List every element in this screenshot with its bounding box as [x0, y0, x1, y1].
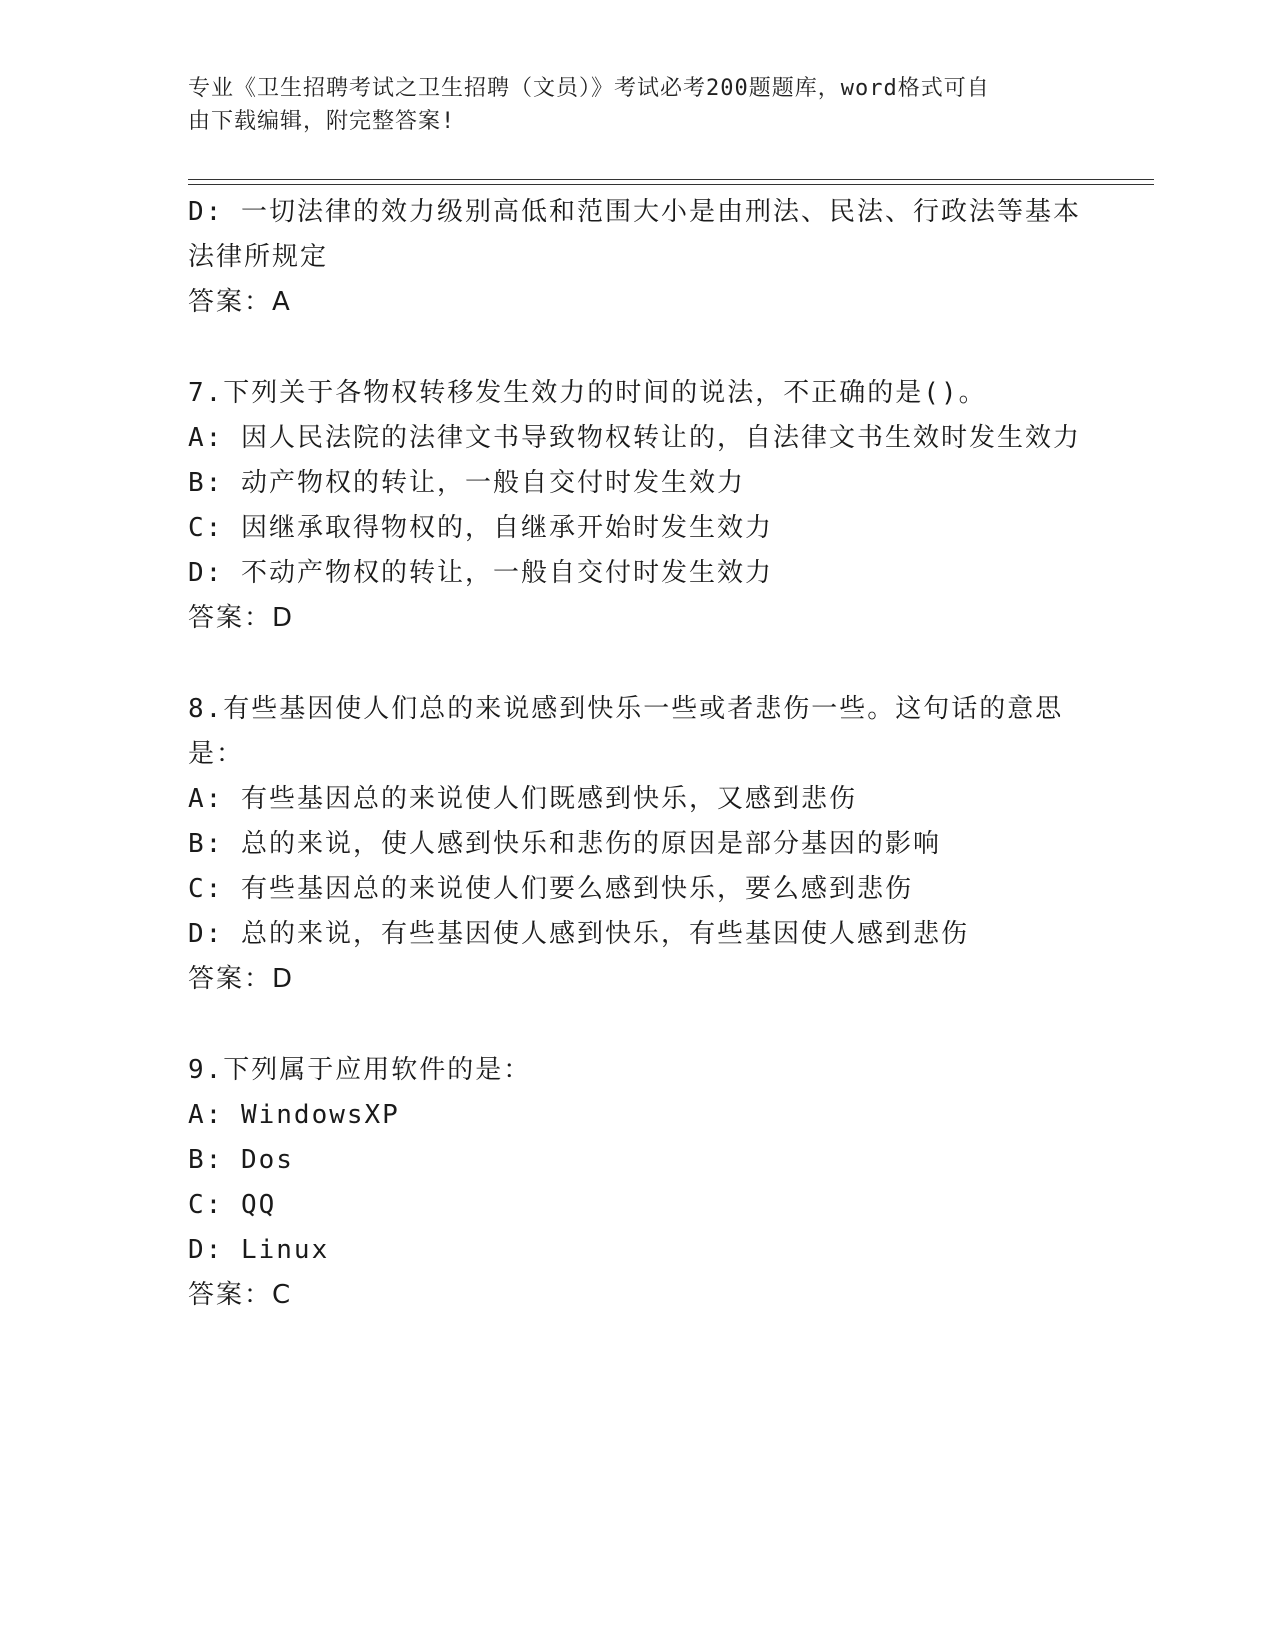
option-d: D: 不动产物权的转让，一般自交付时发生效力: [188, 558, 773, 588]
option-a: A: 因人民法院的法律文书导致物权转让的，自法律文书生效时发生效力: [188, 423, 1081, 453]
option-d: D: 总的来说，有些基因使人感到快乐，有些基因使人感到悲伤: [188, 919, 969, 949]
option-d: D: 一切法律的效力级别高低和范围大小是由刑法、民法、行政法等基本法律所规定: [188, 197, 1081, 272]
header-line-1: 专业《卫生招聘考试之卫生招聘（文员）》考试必考200题题库，word格式可自: [188, 76, 990, 101]
header-line-2: 由下载编辑，附完整答案!: [188, 109, 456, 134]
question-list: [188, 190, 1088, 1318]
option-a: A: 有些基因总的来说使人们既感到快乐，又感到悲伤: [188, 784, 857, 814]
option-b: B: 总的来说，使人感到快乐和悲伤的原因是部分基因的影响: [188, 829, 941, 859]
question-8: [188, 687, 1088, 1002]
option-b: B: Dos: [188, 1145, 294, 1175]
option-c: C: 有些基因总的来说使人们要么感到快乐，要么感到悲伤: [188, 874, 913, 904]
option-c: C: QQ: [188, 1190, 277, 1220]
option-a: A: WindowsXP: [188, 1100, 400, 1130]
question-stem: 8.有些基因使人们总的来说感到快乐一些或者悲伤一些。这句话的意思是：: [188, 694, 1064, 769]
document-header: [188, 72, 1088, 138]
spacer: [188, 1002, 1088, 1048]
answer-line: 答案：A: [188, 287, 292, 317]
spacer: [188, 325, 1088, 371]
header-rule-top: [188, 179, 1154, 180]
answer-line: 答案：C: [188, 1280, 293, 1310]
question-7: [188, 371, 1088, 641]
spacer: [188, 641, 1088, 687]
option-b: B: 动产物权的转让，一般自交付时发生效力: [188, 468, 745, 498]
option-c: C: 因继承取得物权的，自继承开始时发生效力: [188, 513, 773, 543]
question-stem: 9.下列属于应用软件的是：: [188, 1055, 532, 1085]
carryover-question: [188, 190, 1088, 325]
header-rule-bottom: [188, 184, 1154, 185]
question-stem: 7.下列关于各物权转移发生效力的时间的说法，不正确的是()。: [188, 378, 987, 408]
answer-line: 答案：D: [188, 964, 295, 994]
option-d: D: Linux: [188, 1235, 330, 1265]
question-9: [188, 1048, 1088, 1318]
answer-line: 答案：D: [188, 603, 295, 633]
